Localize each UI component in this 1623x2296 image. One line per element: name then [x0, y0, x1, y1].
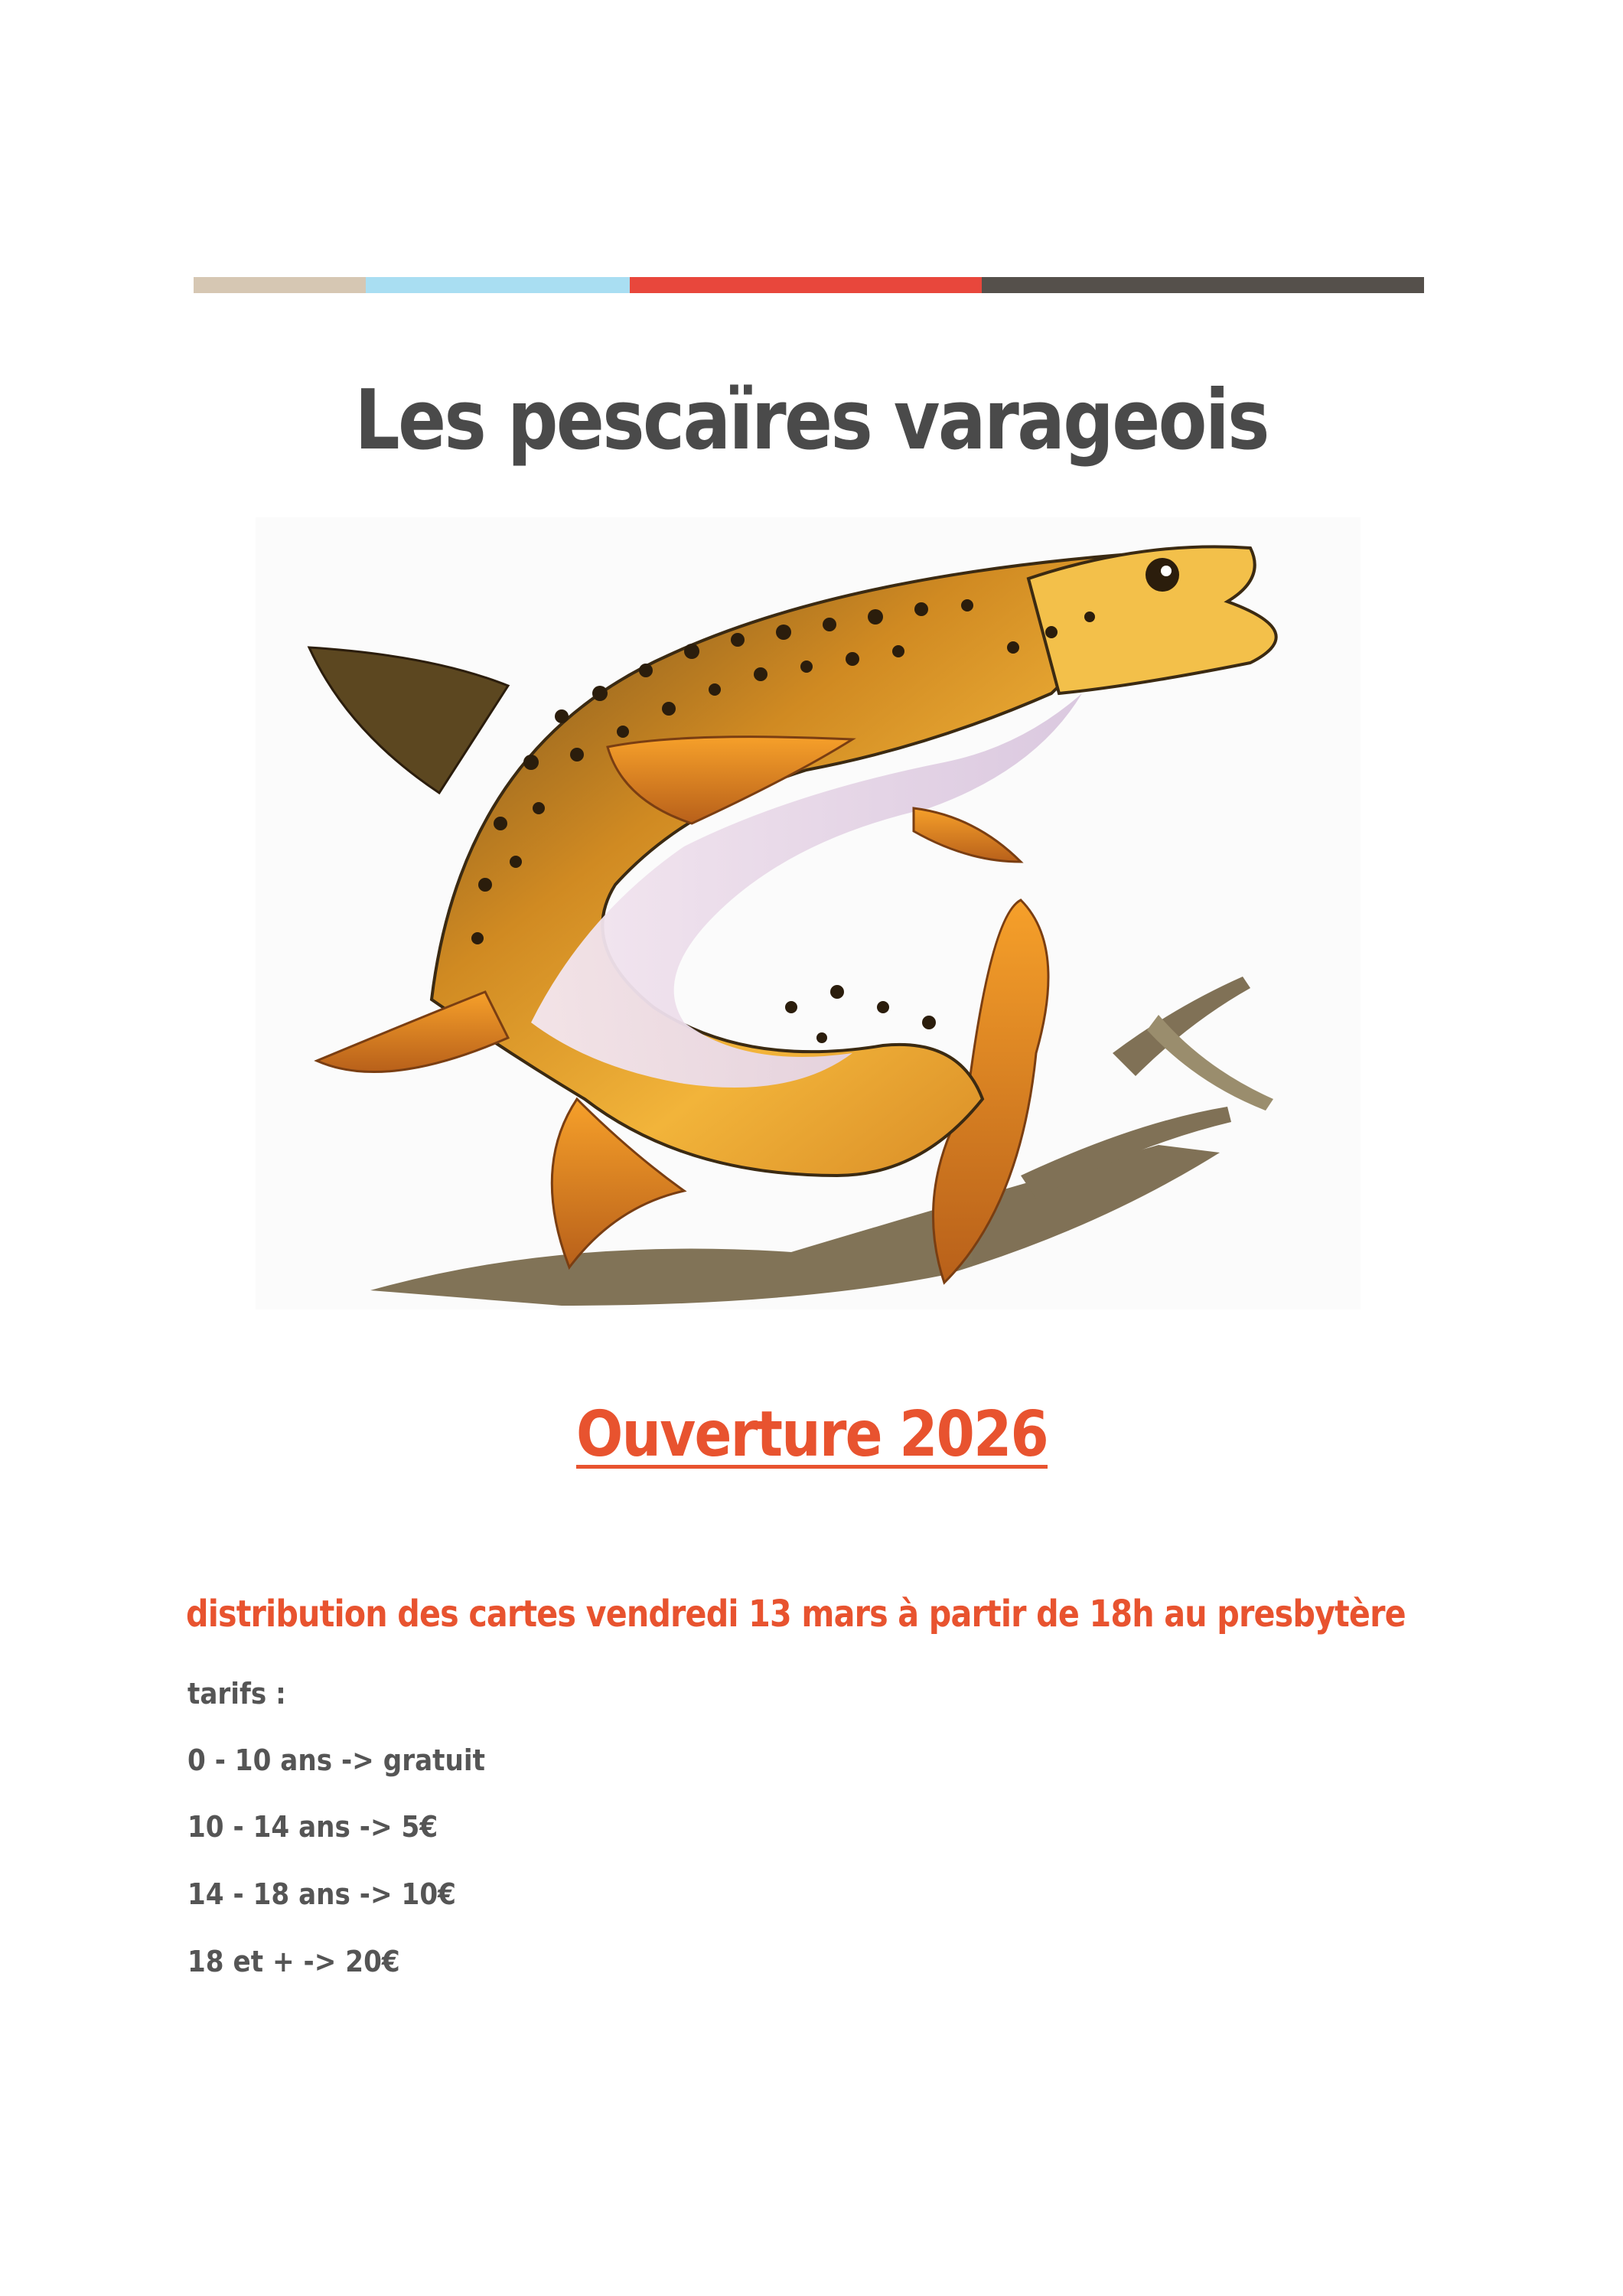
brown-trout-icon: [256, 517, 1361, 1309]
decorative-color-bar: [194, 277, 1424, 293]
tarif-item: 10 - 14 ans -> 5€: [187, 1810, 438, 1844]
tarif-item: 18 et + -> 20€: [187, 1945, 400, 1978]
distribution-info: distribution des cartes vendredi 13 mars à partir de 18h au presbytère: [186, 1593, 1406, 1636]
color-bar-segment-dark-brown: [982, 277, 1424, 293]
tarif-item: 14 - 18 ans -> 10€: [187, 1877, 456, 1911]
opening-subtitle-text: Ouverture 2026: [575, 1398, 1048, 1471]
trout-illustration: [256, 517, 1361, 1309]
page-title: Les pescaïres varageois: [354, 373, 1268, 468]
color-bar-segment-light-blue: [366, 277, 630, 293]
tarifs-heading: tarifs :: [187, 1677, 286, 1711]
color-bar-segment-beige: [194, 277, 366, 293]
opening-subtitle: [0, 1399, 1623, 1471]
color-bar-segment-red: [630, 277, 982, 293]
tarif-item: 0 - 10 ans -> gratuit: [187, 1743, 485, 1777]
